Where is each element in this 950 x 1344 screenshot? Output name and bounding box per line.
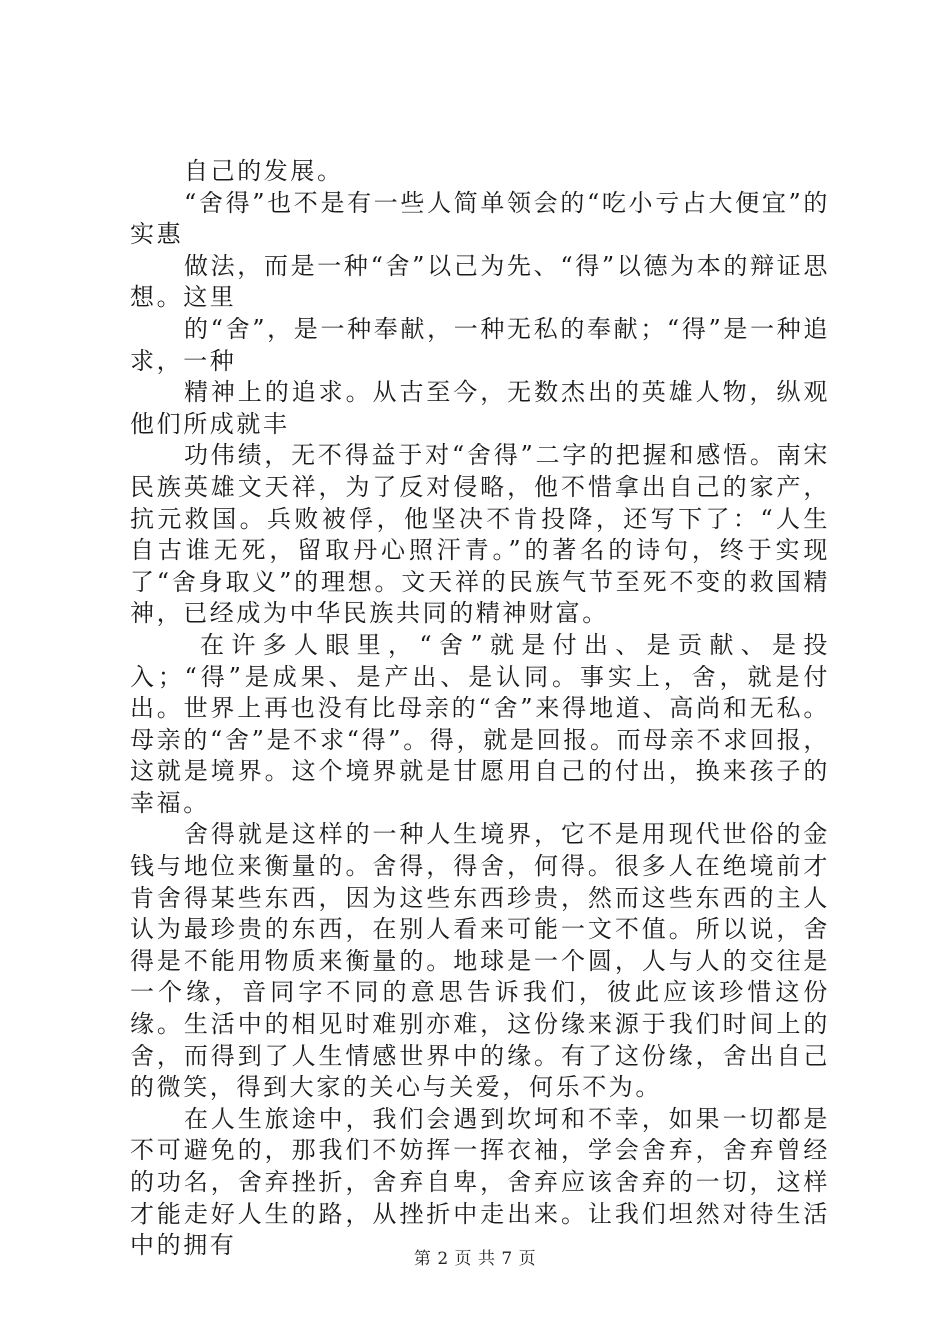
- body-text: [130, 156, 830, 1262]
- paragraph: 舍得就是这样的一种人生境界，它不是用现代世俗的金钱与地位来衡量的。舍得，得舍，何得。很多人在绝境前才肯舍得某些东西，因为这些东西珍贵，然而这些东西的主人认为最珍贵的东西，在别人看来可能一文不值。所以说，舍得是不能用物质来衡量的。地球是一个圆，人与人的交往是一个缘，音同字不同的意思告诉我们，彼此应该珍惜这份缘。生活中的相见时难别亦难，这份缘来源于我们时间上的舍，而得到了人生情感世界中的缘。有了这份缘，舍出自己的微笑，得到大家的关心与关爱，何乐不为。: [130, 820, 830, 1102]
- paragraph: 功伟绩，无不得益于对“舍得”二字的把握和感悟。南宋民族英雄文天祥，为了反对侵略，他不惜拿出自己的家产，抗元救国。兵败被俘，他坚决不肯投降，还写下了：“人生自古谁无死，留取丹心照汗青。”的著名的诗句，终于实现了“舍身取义”的理想。文天祥的民族气节至死不变的救国精神，已经成为中华民族共同的精神财富。: [130, 441, 830, 628]
- paragraph: 自己的发展。: [184, 157, 344, 185]
- paragraph: 在许多人眼里，“舍”就是付出、是贡献、是投入；“得”是成果、是产出、是认同。事实上，舍，就是付出。世界上再也没有比母亲的“舍”来得地道、高尚和无私。母亲的“舍”是不求“得”。得，就是回报。而母亲不求回报，这就是境界。这个境界就是甘愿用自己的付出，换来孩子的幸福。: [130, 630, 830, 817]
- paragraph: 的“舍”，是一种奉献，一种无私的奉献；“得”是一种追求，一种: [130, 314, 830, 375]
- paragraph: “舍得”也不是有一些人简单领会的“吃小亏占大便宜”的实惠: [130, 188, 830, 249]
- page-number-footer: 第 2 页 共 7 页: [413, 1249, 537, 1269]
- paragraph: 做法，而是一种“舍”以己为先、“得”以德为本的辩证思想。这里: [130, 251, 830, 312]
- paragraph: 在人生旅途中，我们会遇到坎坷和不幸，如果一切都是不可避免的，那我们不妨挥一挥衣袖，学会舍弃，舍弃曾经的功名，舍弃挫折，舍弃自卑，舍弃应该舍弃的一切，这样才能走好人生的路，从挫折中走出来。让我们坦然对待生活中的拥有: [130, 1104, 830, 1260]
- paragraph: 精神上的追求。从古至今，无数杰出的英雄人物，纵观他们所成就丰: [130, 378, 830, 438]
